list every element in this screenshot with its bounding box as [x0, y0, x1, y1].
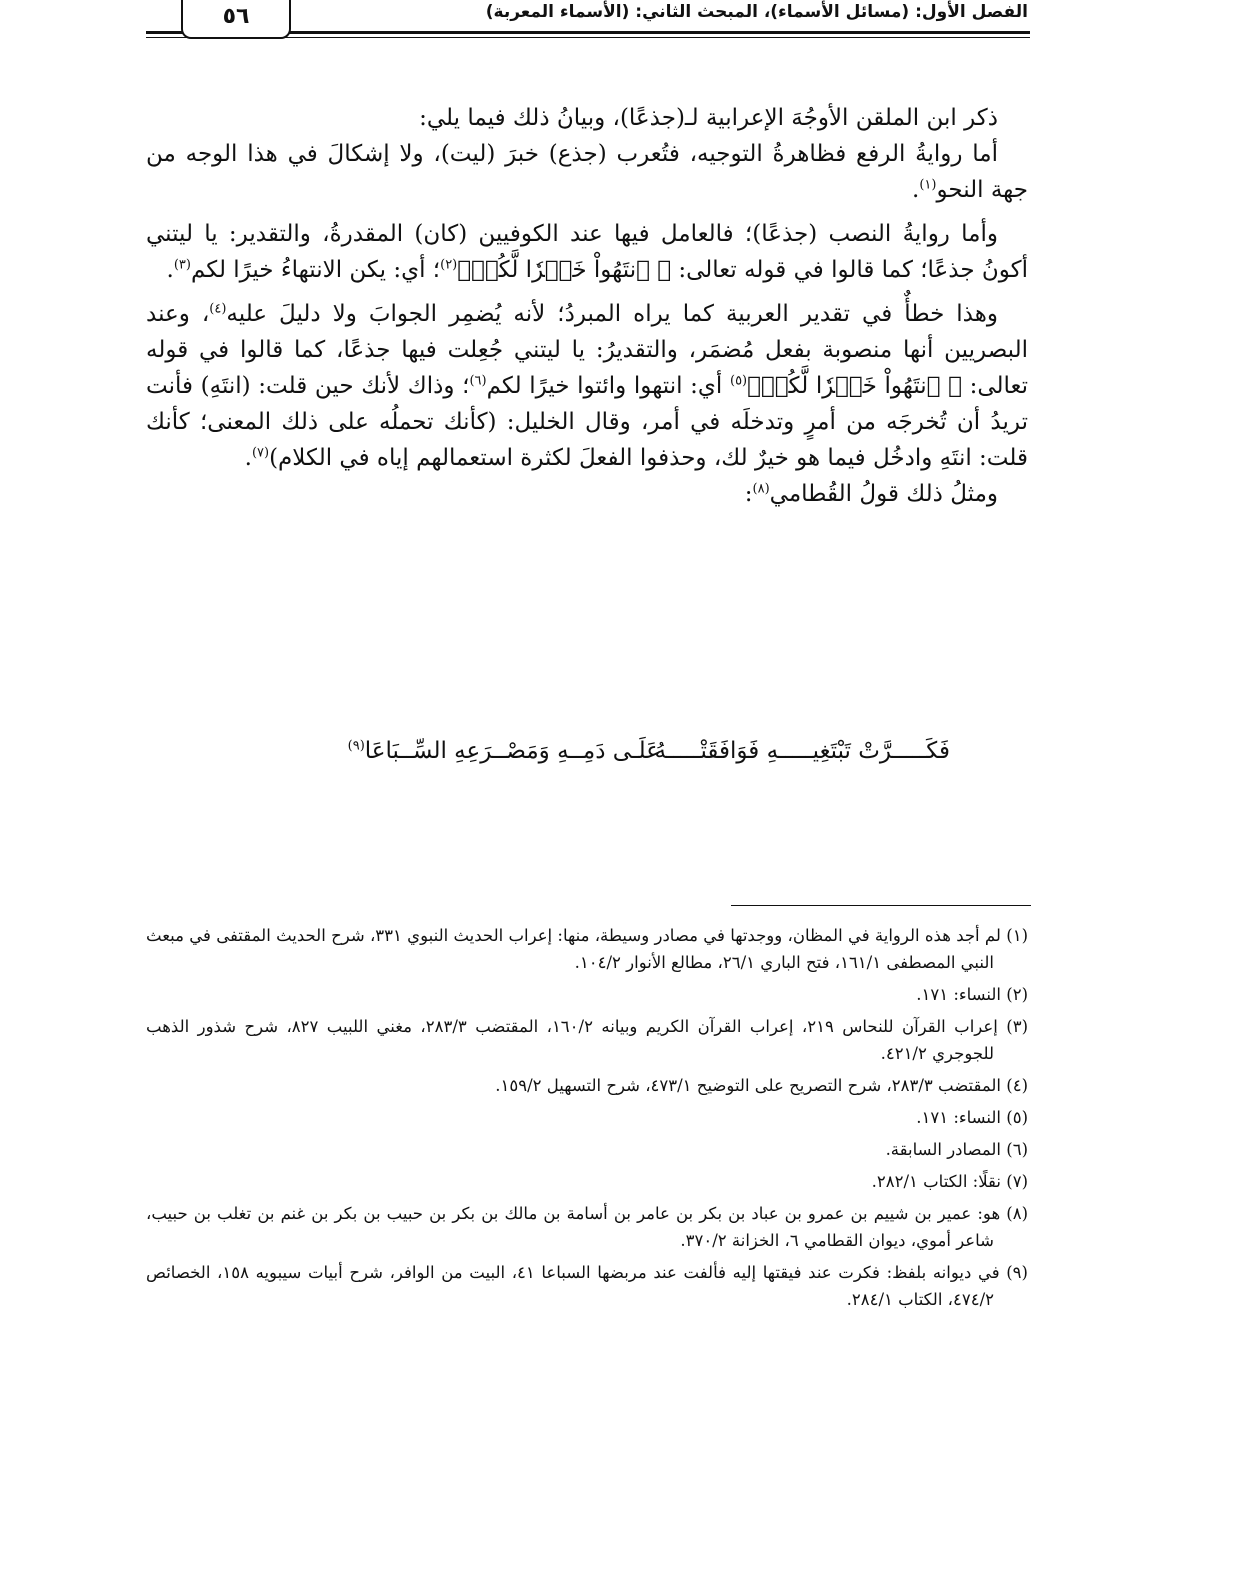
page-number-box: [181, 0, 291, 39]
footnote-number: (٥): [1006, 1108, 1028, 1127]
footnote-ref-9[interactable]: (٩): [347, 738, 365, 754]
footnote-number: (٨): [1006, 1204, 1028, 1223]
paragraph-4-text-a: وهذا خطأٌ في تقدير العربية كما يراه المبردُ؛ لأنه يُضمِر الجوابَ ولا دليلَ عليه: [226, 301, 998, 327]
footnote-1: [146, 922, 1028, 976]
footnote-ref-6[interactable]: (٦): [469, 373, 487, 389]
paragraph-3-text-a: وأما روايةُ النصب (جذعًا)؛ فالعامل فيها عند الكوفيين (كان) المقدرةُ، والتقدير: يا ليتني أكونُ جذعًا؛ كما قالوا في قوله تعالى: ﴿ ٱنتَهُواْ خَيۡرٗا لَّكُمۡ﴾: [146, 221, 1028, 283]
footnote-ref-1[interactable]: (١): [919, 177, 937, 193]
footnote-2: [146, 981, 1028, 1008]
verse-second-text: عَلَـى دَمِــهِ وَمَصْــرَعِهِ السِّــبَاعَا: [364, 738, 660, 764]
footnote-text: النساء: ١٧١.: [916, 1108, 1001, 1127]
footnote-ref-3[interactable]: (٣): [173, 257, 191, 273]
footnote-5: [146, 1104, 1028, 1131]
paragraph-4-text-d: ؛ وذاك لأنك حين قلت: (انتَهِ) فأنت تريدُ أن تُخرجَه من أمرٍ وتدخلَه في أمر، وقال الخليل: (كأنك تحملُه على ذلك المعنى؛ كأنك قلت: انتَهِ وادخُل فيما هو خيرٌ لك، وحذفوا الفعلَ لكثرة استعمالهم إياه في الكلام): [146, 373, 1028, 471]
footnote-text: هو: عمير بن شييم بن عمرو بن عباد بن بكر بن عامر بن أسامة بن مالك بن بكر بن حبيب بن بكر بن غنم بن تغلب بن حبيب، شاعر أموي، ديوان القطامي ٦، الخزانة ٣٧٠/٢.: [146, 1204, 1001, 1250]
footnote-ref-7[interactable]: (٧): [251, 445, 270, 461]
footnote-text: النساء: ١٧١.: [916, 985, 1001, 1004]
footnote-text: في ديوانه بلفظ: فكرت عند فيقتها إليه فألفت عند مربضها السباعا ٤١، البيت من الوافر، شرح أبيات سيبويه ١٥٨، الخصائص ٤٧٤/٢، الكتاب ٢٨٤/١.: [146, 1263, 1000, 1309]
footnote-9: [146, 1259, 1028, 1313]
paragraph-5: ومثلُ ذلك قولُ القُطامي$^{(٨)}$:: [744, 481, 998, 507]
paragraph-1: [146, 100, 1028, 136]
footnote-number: (٤): [1006, 1076, 1028, 1095]
page-number: ٥٦: [222, 4, 250, 29]
verse-second-hemistich: [348, 738, 660, 764]
footnote-6: [146, 1136, 1028, 1163]
paragraph-3: وأما روايةُ النصب (جذعًا)؛ فالعامل فيها عند الكوفيين (كان) المقدرةُ، والتقدير: يا ليتني أكونُ جذعًا؛ كما قالوا في قوله تعالى: ﴿ ٱنتَهُواْ خَيۡرٗا لَّكُمۡ﴾$^{(٢)}$؛ أي: يكن الانتهاءُ خيرًا لكم$^{(٣)}$.: [146, 221, 1028, 283]
paragraph-4: وهذا خطأٌ في تقدير العربية كما يراه المبردُ؛ لأنه يُضمِر الجوابَ ولا دليلَ عليه$^{(٤)}$، وعند البصريين أنها منصوبة بفعل مُضمَر، والتقديرُ: يا ليتني جُعِلت فيها جذعًا، كما قالوا في قوله تعالى: ﴿ ٱنتَهُواْ خَيۡرٗا لَّكُمۡ﴾$^{(٥)}$ أي: انتهوا وائتوا خيرًا لكم$^{(٦)}$؛ وذاك لأنك حين قلت: (انتَهِ) فأنت تريدُ أن تُخرجَه من أمرٍ وتدخلَه في أمر، وقال الخليل: (كأنك تحملُه على ذلك المعنى؛ كأنك قلت: انتَهِ وادخُل فيما هو خيرٌ لك، وحذفوا الفعلَ لكثرة استعمالهم إياه في الكلام)$^{(٧)}$.: [146, 301, 1029, 471]
footnote-8: [146, 1200, 1028, 1254]
paragraph-2-text: أما روايةُ الرفع فظاهرةُ التوجيه، فتُعرب (جذع) خبرَ (ليت)، ولا إشكالَ في هذا الوجه من جهة النحو: [146, 141, 1028, 203]
footnote-ref-2[interactable]: (٢): [440, 257, 458, 273]
paragraph-2: أما روايةُ الرفع فظاهرةُ التوجيه، فتُعرب (جذع) خبرَ (ليت)، ولا إشكالَ في هذا الوجه من جهة النحو$^{(١)}$.: [146, 141, 1028, 203]
footnote-separator: [731, 905, 1031, 906]
footnotes: [146, 922, 1028, 1318]
paragraph-1-text: ذكر ابن الملقن الأوجُهَ الإعرابية لـ(جذعًا)، وبيانُ ذلك فيما يلي:: [419, 105, 998, 131]
footnote-text: المصادر السابقة.: [885, 1140, 1001, 1159]
footnote-3: [146, 1013, 1028, 1067]
verse-first-hemistich: فَكَـــــرَّتْ تَبْتَغِيـــــهِ فَوَافَقَتْـــــهُ: [654, 738, 950, 764]
footnote-text: إعراب القرآن للنحاس ٢١٩، إعراب القرآن الكريم وبيانه ١٦٠/٢، المقتضب ٢٨٣/٣، مغني اللبيب ٨٢٧، شرح شذور الذهب للجوجري ٤٢١/٢.: [146, 1017, 998, 1063]
footnote-text: المقتضب ٢٨٣/٣، شرح التصريح على التوضيح ٤٧٣/١، شرح التسهيل ١٥٩/٢.: [495, 1076, 1001, 1095]
footnote-number: (٧): [1006, 1172, 1028, 1191]
main-text: [146, 100, 1028, 512]
footnote-4: [146, 1072, 1028, 1099]
footnote-text: لم أجد هذه الرواية في المظان، ووجدتها في مصادر وسيطة، منها: إعراب الحديث النبوي ٣٣١، شرح الحديث المقتفى في مبعث النبي المصطفى ١٦١/١، فتح الباري ٢٦/١، مطالع الأنوار ١٠٤/٢.: [146, 926, 1001, 972]
footnote-number: (٦): [1006, 1140, 1028, 1159]
footnote-number: (٣): [1006, 1017, 1028, 1036]
paragraph-3-text-b: ؛ أي: يكن الانتهاءُ خيرًا لكم: [190, 257, 441, 283]
paragraph-4-text-b: ، وعند البصريين أنها منصوبة بفعل مُضمَر، والتقديرُ: يا ليتني جُعِلت فيها جذعًا، كما قالوا في قوله تعالى: ﴿ ٱنتَهُواْ خَيۡرٗا لَّكُمۡ﴾: [146, 301, 1029, 399]
footnote-7: [146, 1168, 1028, 1195]
footnote-ref-5[interactable]: (٥): [729, 373, 748, 389]
running-header-title: الفصل الأول: (مسائل الأسماء)، المبحث الثاني: (الأسماء المعربة): [485, 2, 1028, 22]
footnote-number: (٢): [1006, 985, 1028, 1004]
footnote-number: (١): [1006, 926, 1028, 945]
footnote-number: (٩): [1006, 1263, 1028, 1282]
paragraph-4-text-c: أي: انتهوا وائتوا خيرًا لكم: [486, 373, 730, 399]
footnote-ref-8[interactable]: (٨): [752, 481, 770, 497]
paragraph-5-text: ومثلُ ذلك قولُ القُطامي: [769, 481, 998, 507]
footnote-text: نقلًا: الكتاب ٢٨٢/١.: [871, 1172, 1001, 1191]
footnote-ref-4[interactable]: (٤): [209, 301, 227, 317]
